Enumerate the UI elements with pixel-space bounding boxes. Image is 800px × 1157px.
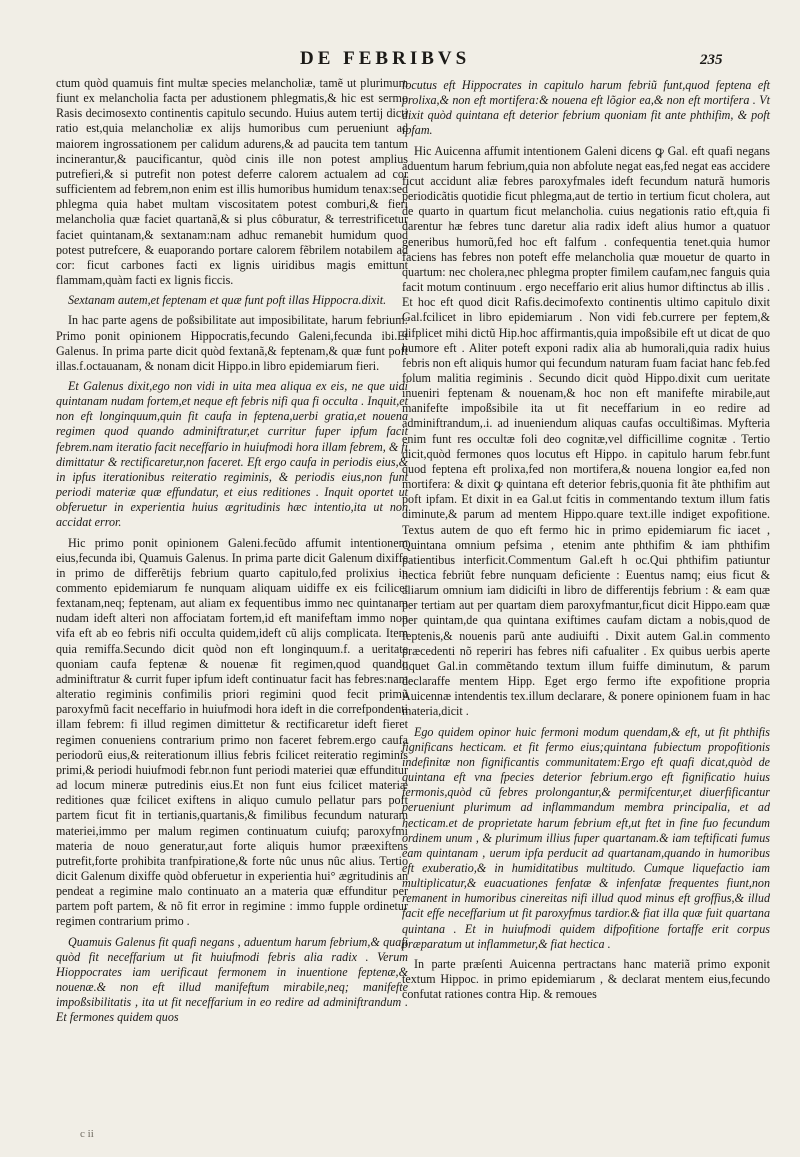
commentary-paragraph: In parte præſenti Auicenna pertractans hanc materiã primo exponit textum Hippoc. in primo epidemiarum , & declarat mentem eius,fecundo confutat rationes contra Hip. & remoues bbox=[402, 956, 770, 1002]
page-header bbox=[0, 48, 800, 74]
commentary-paragraph: Hic Auicenna affumit intentionem Galeni dicens ꝙ Gal. eft quafi negans aduentum harum febrium,quia non abfolute negat eas,fed negat eas accidere ficut accidunt aliæ febres paroxyfmales ideft fecundum naturã humoris periodicãtis quotidie ficut phlegma,aut de tertio in tertium ficut cholera, aut de quarto in quartum ficut melancholia. cuius negationis ratio eft,quia fi darentur hæ febres tunc daretur alia radix ideft alius humor a quatuor generibus humorũ,fed hoc eft falfum . confequentia tenet.quia humor faciens has febres non poteft effe melancholia quæ mouetur de quarto in quartum: nec cholera,nec phlegma propter fimilem caufam,nec fanguis quia facit motum continuum . ergo neceffario erit alius humor diftinctus ab illis . Et hoc eft quod dicit Rafis.decimofexto continentis ultimo capitulo dixit Gal.fcilicet in libro epidemiarum . Non vidi feb.currere per feptem,& difplicet mihi dictũ Hip.hoc affirmantis,quia impoßsibile eft ut dicat de quo humore eft . Aliter poteft exponi radix alia ab humorali,quia radix huius febris non eft aliquis humor qui fecundum naturam fuam faciat hanc feb.fed folum malitia regiminis . Secundo dicit quòd Hippo.dixit cum ueritate inueniri feptenam & nouenam,& hoc non eft manifefte mirabile,aut manifefte impoßsibile ita ut fit neceffarium in eo redire ad adminiftrandum,.i. ad inueniendum aliquas caufas occultißimas. Myfteria enim funt res occultæ foli deo cognitæ,vel difficillime cognitæ . Tertio dicit,quòd fermones quos locutus eft Hippo. in capitulo harum febr.funt quod feptena eft prolixa,fed non mortifera,& nouena longior ea,fed non mortifera: & dixit ꝙ quintana eft deterior febris,quonia fit ãte phthifim aut poft ipfam. Et dixit in ea Gal.ut fcitis in commentando textum illum fatis diminute,& parum ad mentem Hippo.quare text.ille indiget expofitione. Textus autem de quo eft fermo hic in primo epidemiarum fic iacet , Quintana omnium pefsima , etenim ante phthifim & iam phthifim patientibus interficit.Commentum Gal.eft h oc.Qui phthifim patiuntur hectica febriũt febre nunquam deficiente : Euentus namq; eius ficut & aliarum omnium iam didiciſti in libro de differentijs febrium : & eam quæ per tertiam aut per quartam diem paroxyfmantur,ficut dicit Hippo.eam quæ per quintam,de qua quintana exiftimes caufam dictam a nobis,quod de feptenis,& nouenis parũ ante audiuifti . Dixit autem Gal.in commento præcedenti nõ reperiri has febres nifi cafualiter . Ex quibus uerbis aperte liquet Gal.in commẽtando textum illum fuiffe diminutum, & parum declaraffe mentem Hipp. Eget ergo fermo ifte expofitione propria Auicennæ intendentis tex.illum declarare, & ponere opinionem fuam in hac materia,dicit . bbox=[402, 143, 770, 719]
commentary-paragraph: Hic primo ponit opinionem Galeni.fecũdo affumit intentionem eius,fecunda ibi, Quamuis Galenus. In prima parte dicit Galenum dixiffe in primo de differẽtijs febrium quarto capitulo,fed prolixius in commento epidemiarum fe nunquam aliquam uidiffe ex eis fcilicet fextanam,neq; feptenam, aut aliam ex fequentibus immo nec quintanam nudam ideft alteri non affociatam fortem,id eft manifeftam immo non vifa eft ab eo febris nifi occulta quidem,ideft cũ alijs complicata. Item quia remiffa.Secundo dicit quòd non eft longinquum.f. a ueritate quoniam caufa feptenæ & nouenæ fit regimen,quod quando adminiftratur & currit fuper ipfum ideft continuatur facit has febres:nam alteratio regiminis confimilis priori regimini quod fecit primũ paroxyfmũ facit neceffario in huiufmodi hora ideft in die correfpondenti illam febrem: fi illud regimen dimittetur & rectificaretur ideft fieret regimen conueniens contrarium primo non faceret febrem.ergo caufa periodorũ eius,& reiterationum illius febris fcilicet reiteratio regiminis primi,& periodi huiufmodi febr.non funt periodi materiei quæ effunditur ad locum mineræ putredinis eius.Et non funt eius fcilicet materiæ reditiones quæ fcilicet exiftens in aliquo cumulo pellatur pars poft partem ficut fit in tertianis,quartanis,& fimilibus fecundum naturam materiei,immo per malum regimen continuatum cuiufq; paroxyfmi materia de nouo generatur,aut forte aliquis humor præexiftens putrefit,forte prohibita tranfpiratione,& forte nûc unus nûc alius. Tertio dicit Galenum dixiffe quòd obferuetur in experientia hui° ægritudinis an pendeat a regimine malo continuato an a materia quæ effunditur per partem poft partem, & nõ fit error in regimine : immo fupple ordinetur regimen contrarium primo . bbox=[56, 535, 408, 929]
quoted-text-paragraph: Quamuis Galenus fit quafi negans , aduentum harum febrium,& quafi quòd fit neceffarium ut fit huiufmodi febris alia radix . Verum Hioppocrates iam uerificaut fermonem in inuentione feptenæ,& nouenæ.& non eft illud manifeftum mirabile,neq; manifefte impoßsibilitatis , ita ut fit neceffarium in eo redire ad adminiftrandum . Et fermones quidem quos bbox=[56, 934, 408, 1025]
right-column bbox=[402, 78, 770, 1007]
quoted-text-paragraph: Sextanam autem,et feptenam et quæ funt poft illas Hippocra.dixit. bbox=[68, 293, 387, 308]
page-number: 235 bbox=[700, 52, 723, 68]
commentary-paragraph: ctum quòd quamuis fint multæ species melancholiæ, tamẽ ut plurimum fiunt ex melancholia facta per adustionem phlegmatis,& hic est sermo Rasis decimosexto continentis capitulo secundo. Huius autem tertij dicti ratio est,quia melancholiæ ex alijs humoribus cum perueniunt ad maiorem ingrossationem per calidum adurens,& ad paucita tem tantum incinerantur,& paucificantur, quòd cinis ille non potest amplius putrefieri,& si putrefit non potest deferre calorem actualem ad cor sufficientem ad febrem,non enim est illis humoribus humidum tenax:sed phlegma quia habet multam viscositatem potest comburi,& fieri melancholia quæ faciet quartanã,& si plus côburatur, & terrestrificetur faciet quintanam,& sextanam:nam adhuc remanebit humidum quod potest putrefcere, & euaporando portare calorem fẽbrilem notabilem ad cor: ficut carbones facti ex lignis uiridibus magis emittunt flammam,quàm facti ex lignis ficcis. bbox=[56, 76, 408, 288]
quoted-text-paragraph: Et Galenus dixit,ego non vidi in uita mea aliqua ex eis, ne que uidi quintanam nudam fortem,et neque eft febris nifi qua fi occulta . Inquit,et non eft longinquum,quin fit caufa in feptena,uerbi gratia,et nouena regimen quod quando adminiftratur,et curritur fuper ipfum facit febrem.nam iteratio facit neceffario in huiufmodi hora illam febrem, & fi dimittatur & rectificaretur,non faceret. Eft ergo caufa in periodis eius,& in ipfus iterationibus reiteratio regiminis, & periodis eius,non funt periodi materiæ quæ effundatur, et eius reditiones . Inquit oportet ut obferuetur in experientia huius ægritudinis hæc intentio,ita ut non accidat error. bbox=[56, 378, 408, 530]
quoted-text-paragraph: Ego quidem opinor huic fermoni modum quendam,& eft, ut fit phthifis fignificans hecticam. et fit fermo eius;quintana fubiectum propofitionis indefinitæ non fignificantis communitatem:Ergo eft quafi dicat,quòd de quintana eft vna fpecies deterior febrium.ergo eft fignificatio huius fermonis,quòd cũ febres prolongantur,& permifcentur,et diuerfificantur perueniunt plurimum ad inflammandum membra principalia, et ad hecticam.et de proprietate harum febrium eft,ut ftet in fine fuo fecundum ordinem unum , & plurimum illius fuper quartanam.& iam teftificati fumus eam quintanam , uerum ipfa perducit ad quartanam,quando in humoribus eft exuberatio,& in humiditatibus multitudo. Cumque liquefactio iam multiplicatur,& euacuationes fenfatæ & infenfatæ frequentes fiunt,non remanent in humoribus cinereitas nifi illud quod minus eft groffius,& illud facit effe neceffarium ut fit paroxyfmus tardior.& fiat illa quæ fuit quartana quintana . Et in huiufmodi quidem difpofitione fortaffe erit corpus præparatum ut inflammetur,& fiat hectica . bbox=[402, 724, 770, 951]
commentary-paragraph: In hac parte agens de poßsibilitate aut imposibilitate, harum febrium: Primo ponit opinionem Hippocratis,fecundo Galeni,fecunda ibi.Et Galenus. In prima parte dicit quòd fextanã,& feptenam,& quæ funt poft illas.f.octauanam, & nonam dicit Hippo.in libro epidemiarum fieri. bbox=[56, 313, 408, 373]
quoted-text-paragraph: locutus eft Hippocrates in capitulo harum febriũ funt,quod feptena eft prolixa,& non eft mortifera:& nouena eft lõgior ea,& non eft mortifera . Vt dixit quòd quintana eft deterior febrium quoniam fit ante phthifim, & poft ipfam. bbox=[402, 78, 770, 138]
running-head: DE FEBRIBVS bbox=[300, 48, 471, 69]
signature-mark: c ii bbox=[80, 1128, 94, 1140]
left-column bbox=[56, 76, 408, 1031]
